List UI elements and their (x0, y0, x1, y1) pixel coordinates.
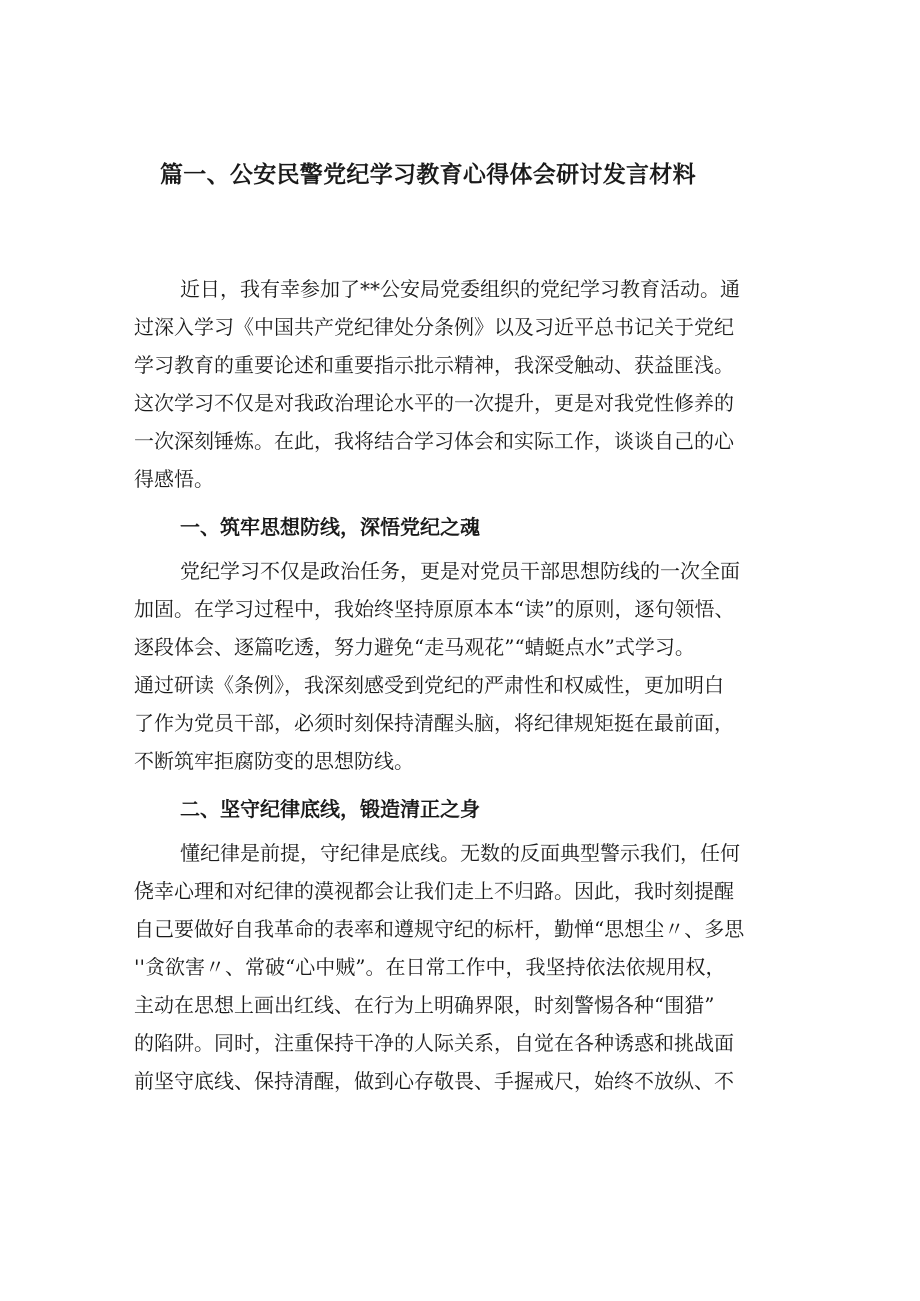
paragraph-line: 一次深刻锤炼。在此，我将结合学习体会和实际工作，谈谈自己的心 (134, 429, 734, 453)
paragraph-line: 逐段体会、逐篇吃透，努力避免“走马观花”“蜻蜓点水”式学习。 (134, 635, 695, 659)
section-heading-2: 二、坚守纪律底线，锻造清正之身 (180, 797, 480, 821)
paragraph-line: 过深入学习《中国共产党纪律处分条例》以及习近平总书记关于党纪 (134, 315, 734, 339)
paragraph-line: 加固。在学习过程中，我始终坚持原原本本“读”的原则，逐句领悟、 (134, 597, 735, 621)
paragraph-line: 主动在思想上画出红线、在行为上明确界限，时刻警惕各种“围猎” (134, 993, 715, 1017)
intro-paragraph (134, 270, 794, 498)
paragraph-line: 前坚守底线、保持清醒，做到心存敬畏、手握戒尺，始终不放纵、不 (134, 1069, 734, 1093)
paragraph-line: 通过研读《条例》，我深刻感受到党纪的严肃性和权威性，更加明白 (134, 673, 724, 697)
paragraph-line: 这次学习不仅是对我政治理论水平的一次提升，更是对我党性修养的 (134, 391, 734, 415)
document-title: 篇一、公安民警党纪学习教育心得体会研讨发言材料 (160, 162, 696, 188)
paragraph-line: 不断筑牢拒腐防变的思想防线。 (134, 749, 414, 773)
section1-paragraph (134, 552, 794, 780)
section-heading-1: 一、筑牢思想防线，深悟党纪之魂 (180, 515, 480, 539)
paragraph-line: 得感悟。 (134, 467, 214, 491)
paragraph-line: 侥幸心理和对纪律的漠视都会让我们走上不归路。因此，我时刻提醒 (134, 879, 734, 903)
paragraph-line: 自己要做好自我革命的表率和遵规守纪的标杆，勤惮“思想尘〃、多思 (134, 917, 745, 941)
document-body (134, 270, 794, 1100)
paragraph-line: 了作为党员干部，必须时刻保持清醒头脑，将纪律规矩挺在最前面， (134, 711, 734, 735)
paragraph-line: 党纪学习不仅是政治任务，更是对党员干部思想防线的一次全面 (180, 559, 740, 583)
paragraph-line: ''贪欲害〃、常破“心中贼”。在日常工作中，我坚持依法依规用权， (134, 955, 726, 979)
paragraph-line: 的陷阱。同时，注重保持干净的人际关系，自觉在各种诱惑和挑战面 (134, 1031, 734, 1055)
paragraph-line: 懂纪律是前提，守纪律是底线。无数的反面典型警示我们，任何 (180, 841, 740, 865)
section2-paragraph (134, 834, 794, 1100)
paragraph-line: 学习教育的重要论述和重要指示批示精神，我深受触动、获益匪浅。 (134, 353, 734, 377)
paragraph-line: 近日，我有幸参加了**公安局党委组织的党纪学习教育活动。通 (180, 277, 740, 301)
